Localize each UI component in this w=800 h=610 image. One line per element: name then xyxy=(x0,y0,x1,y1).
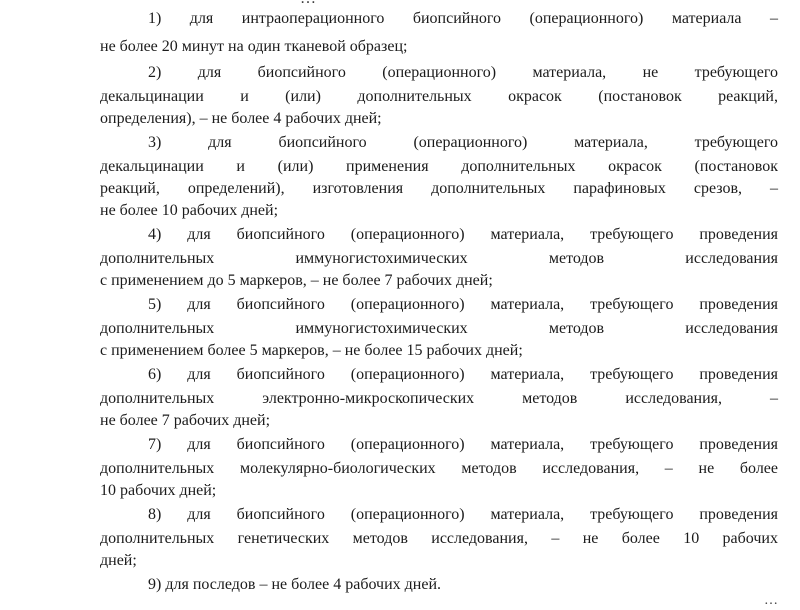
doc-line-25: 9) для последов – не более 4 рабочих дней. xyxy=(148,576,442,593)
doc-line-17: дополнительных электронно-микроскопических методов исследования, – xyxy=(100,390,778,407)
doc-line-4: декальцинации и (или) дополнительных окрасок (постановок реакций, xyxy=(100,88,778,105)
doc-line-12: с применением до 5 маркеров, – не более 7 рабочих дней; xyxy=(100,272,493,289)
doc-line-11: дополнительных иммуногистохимических методов исследования xyxy=(100,250,778,267)
cut-corner-text: … xyxy=(764,593,778,608)
doc-line-16: 6) для биопсийного (операционного) материала, требующего проведения xyxy=(148,366,778,383)
doc-line-3: 2) для биопсийного (операционного) материала, не требующего xyxy=(148,64,778,81)
doc-line-21: 10 рабочих дней; xyxy=(100,482,217,499)
doc-line-14: дополнительных иммуногистохимических методов исследования xyxy=(100,320,778,337)
doc-line-9: не более 10 рабочих дней; xyxy=(100,202,279,219)
doc-line-15: с применением более 5 маркеров, – не более 15 рабочих дней; xyxy=(100,342,523,359)
doc-line-7: декальцинации и (или) применения дополнительных окрасок (постановок xyxy=(100,158,778,175)
doc-line-2: не более 20 минут на один тканевой образец; xyxy=(100,38,408,55)
doc-line-8: реакций, определений), изготовления дополнительных парафиновых срезов, – xyxy=(100,180,778,197)
doc-line-18: не более 7 рабочих дней; xyxy=(100,412,271,429)
doc-line-10: 4) для биопсийного (операционного) материала, требующего проведения xyxy=(148,226,778,243)
cut-top-text xyxy=(300,0,560,6)
doc-line-22: 8) для биопсийного (операционного) материала, требующего проведения xyxy=(148,506,778,523)
doc-line-19: 7) для биопсийного (операционного) материала, требующего проведения xyxy=(148,436,778,453)
doc-line-20: дополнительных молекулярно-биологических методов исследования, – не более xyxy=(100,460,778,477)
doc-line-13: 5) для биопсийного (операционного) материала, требующего проведения xyxy=(148,296,778,313)
doc-line-24: дней; xyxy=(100,552,137,569)
doc-line-5: определения), – не более 4 рабочих дней; xyxy=(100,110,382,127)
doc-line-1: 1) для интраоперационного биопсийного (операционного) материала – xyxy=(148,10,778,27)
doc-line-23: дополнительных генетических методов исследования, – не более 10 рабочих xyxy=(100,530,778,547)
doc-line-6: 3) для биопсийного (операционного) материала, требующего xyxy=(148,134,778,151)
